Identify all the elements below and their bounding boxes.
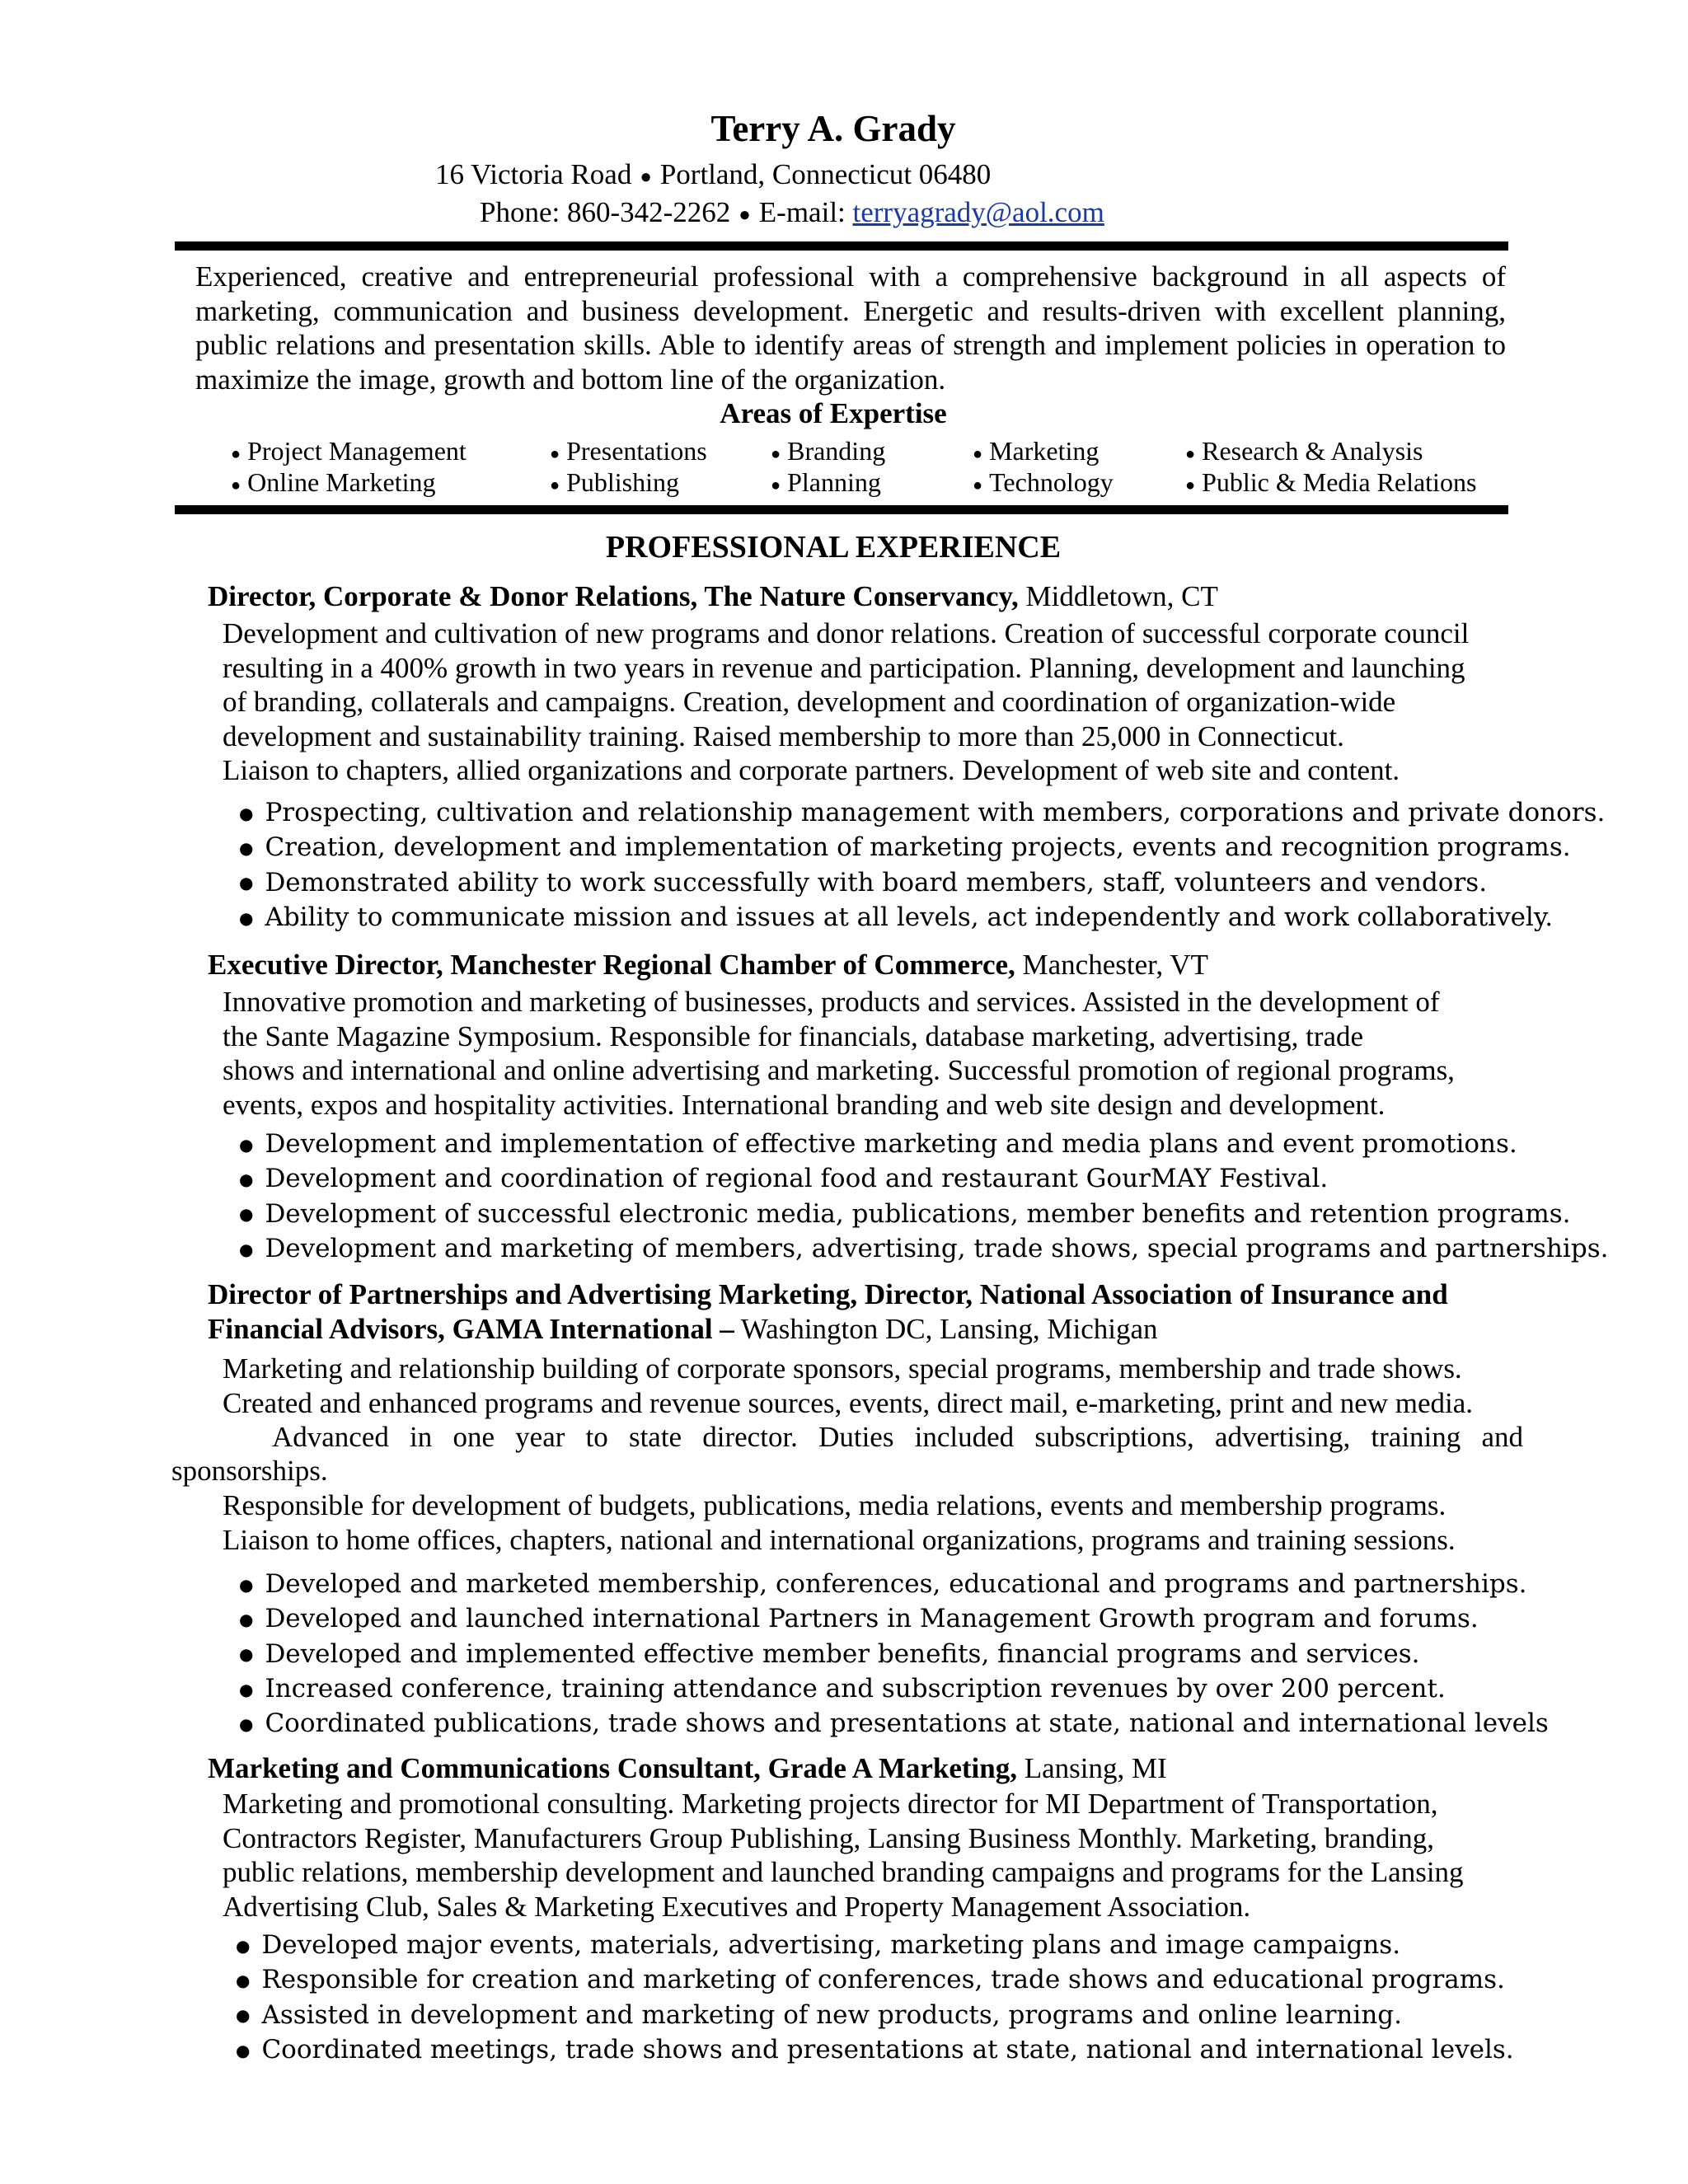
expertise-title: Areas of Expertise (720, 397, 947, 429)
bottom-divider (175, 505, 1508, 514)
bullet-dot-icon: ● (640, 166, 652, 188)
email-link[interactable]: terryagrady@aol.com (852, 196, 1104, 228)
list-item: ● Demonstrated ability to work successfully with board members, staff, volunteers and vendors. (239, 867, 1488, 898)
phone: Phone: 860-342-2262 (480, 196, 731, 228)
list-item: ● Coordinated publications, trade shows and presentations at state, national and international levels (239, 1708, 1549, 1738)
bullet-dot-icon: ● (239, 873, 254, 893)
bullet-dot-icon: ● (239, 1679, 254, 1699)
bullet-dot-icon: ● (236, 1971, 251, 1990)
job-heading (208, 1312, 1158, 1347)
job-title: Executive Director, Manchester Regional Chamber of Commerce, (208, 949, 1015, 981)
bullet-dot-icon: ● (550, 476, 560, 494)
list-item: ● Developed and implemented effective member benefits, financial programs and services. (239, 1638, 1420, 1669)
job-heading (208, 948, 1208, 982)
bullet-dot-icon: ● (231, 444, 241, 463)
bullet-dot-icon: ● (239, 1239, 254, 1259)
list-item: ● Prospecting, cultivation and relationship management with members, corporations and private donors. (239, 798, 1606, 827)
bullet-dot-icon: ● (973, 444, 983, 463)
job-title: Director, Corporate & Donor Relations, The Nature Conservancy, (208, 580, 1019, 612)
job-title-line1: Director of Partnerships and Advertising Marketing, Director, National Association of Insurance and (208, 1278, 1448, 1310)
candidate-name: Terry A. Grady (710, 108, 956, 149)
list-item: ● Increased conference, training attendance and subscription revenues by over 200 percent. (239, 1673, 1446, 1704)
job-location: Washington DC, Lansing, Michigan (734, 1313, 1158, 1345)
bullet-dot-icon: ● (236, 2040, 251, 2060)
bullet-dot-icon: ● (239, 838, 254, 858)
contact-line (480, 194, 1104, 233)
bullet-dot-icon: ● (239, 1574, 254, 1595)
expertise-item: ● Public & Media Relations (1185, 467, 1477, 497)
job-heading (208, 1751, 1167, 1786)
expertise-item: ● Project Management (231, 436, 467, 466)
job-bullets (239, 1127, 1608, 1267)
expertise-item: ● Planning (771, 467, 881, 497)
job-description: Innovative promotion and marketing of businesses, products and services. Assisted in the development of the Sante Magazine Symposium. Responsible for financials, database marketing, advertising, trade shows and international and online advertising and marketing. Successful promotion of regional programs, events, expos and hospitality activities. International branding and web site design and development. (223, 986, 1455, 1121)
list-item: ● Coordinated meetings, trade shows and presentations at state, national and international levels. (236, 2034, 1514, 2064)
list-item: ● Development and implementation of effective marketing and media plans and event promotions. (239, 1129, 1517, 1159)
list-item: ● Development of successful electronic media, publications, member benefits and retention programs. (239, 1198, 1571, 1229)
street: 16 Victoria Road (435, 158, 632, 190)
job-title-line2: Financial Advisors, GAMA International – (208, 1313, 734, 1345)
bullet-dot-icon: ● (239, 1134, 254, 1155)
bullet-dot-icon: ● (771, 444, 781, 463)
job-location: Manchester, VT (1015, 949, 1208, 981)
job-description-line: sponsorships. (171, 1455, 328, 1487)
bullet-dot-icon: ● (239, 1204, 254, 1225)
list-item: ● Developed and launched international Partners in Management Growth program and forums. (239, 1604, 1479, 1634)
job-description: Marketing and promotional consulting. Marketing projects director for MI Department of Transportation, Contractors Register, Manufacturers Group Publishing, Lansing Business Monthly. Marketing, branding, public relations, membership development and launched branding campaigns and programs for the Lansing Advertising Club, Sales & Marketing Executives and Property Management Association. (223, 1788, 1464, 1923)
job-description-line: Advanced in one year to state director. Duties included subscriptions, advertising, training and (272, 1421, 1523, 1453)
expertise-item: ● Technology (973, 467, 1114, 497)
job-location: Lansing, MI (1017, 1752, 1167, 1784)
job-description: Marketing and relationship building of corporate sponsors, special programs, membership and trade shows. Created and enhanced programs and revenue sources, events, direct mail, e-marketing, print and new media. (223, 1352, 1474, 1419)
bullet-dot-icon: ● (239, 803, 254, 823)
bullet-dot-icon: ● (738, 204, 751, 226)
list-item: ● Developed major events, materials, advertising, marketing plans and image campaigns. (236, 1930, 1401, 1960)
bullet-dot-icon: ● (973, 476, 983, 494)
top-divider (175, 241, 1508, 251)
job-bullets (236, 1929, 1514, 2068)
bullet-dot-icon: ● (239, 1713, 254, 1734)
city: Portland, Connecticut 06480 (659, 158, 992, 190)
job-bullets (239, 796, 1605, 935)
bullet-dot-icon: ● (239, 1610, 254, 1629)
address-line (435, 157, 991, 195)
bullet-dot-icon: ● (1185, 444, 1196, 463)
bullet-dot-icon: ● (236, 1935, 251, 1956)
section-title: PROFESSIONAL EXPERIENCE (605, 530, 1062, 565)
bullet-dot-icon: ● (550, 444, 560, 463)
bullet-dot-icon: ● (236, 2005, 251, 2026)
expertise-item: ● Branding (771, 436, 886, 466)
job-heading (208, 579, 1218, 614)
list-item: ● Development and marketing of members, advertising, trade shows, special programs and partnerships. (239, 1233, 1609, 1263)
bullet-dot-icon: ● (239, 1644, 254, 1665)
job-location: Middletown, CT (1018, 580, 1218, 612)
bullet-dot-icon: ● (1185, 476, 1196, 494)
job-heading (208, 1277, 1448, 1312)
list-item: ● Creation, development and implementation of marketing projects, events and recognition programs. (239, 832, 1571, 863)
list-item: ● Responsible for creation and marketing of conferences, trade shows and educational programs. (236, 1965, 1505, 1995)
summary-paragraph: Experienced, creative and entrepreneurial professional with a comprehensive background in all aspects of marketing, communication and business development. Energetic and results-driven with excellent planning, public relations and presentation skills. Able to identify areas of strength and implement policies in operation to maximize the image, growth and bottom line of the organization. (195, 260, 1506, 396)
expertise-item: ● Marketing (973, 436, 1100, 466)
list-item: ● Assisted in development and marketing of new products, programs and online learning. (236, 1999, 1402, 2030)
list-item: ● Ability to communicate mission and issues at all levels, act independently and work collaboratively. (239, 902, 1554, 932)
job-bullets (239, 1568, 1549, 1741)
bullet-dot-icon: ● (239, 907, 254, 928)
list-item: ● Developed and marketed membership, conferences, educational and programs and partnerships. (239, 1569, 1527, 1599)
bullet-dot-icon: ● (231, 476, 241, 494)
job-title: Marketing and Communications Consultant, Grade A Marketing, (208, 1752, 1017, 1784)
list-item: ● Development and coordination of regional food and restaurant GourMAY Festival. (239, 1164, 1329, 1194)
expertise-item: ● Publishing (550, 467, 680, 497)
bullet-dot-icon: ● (239, 1169, 254, 1189)
expertise-item: ● Presentations (550, 436, 707, 466)
expertise-grid (231, 435, 1517, 501)
job-description: Development and cultivation of new programs and donor relations. Creation of successful corporate council resulting in a 400% growth in two years in revenue and participation. Planning, development and launching of branding, collaterals and campaigns. Creation, development and coordination of organization-wide development and sustainability training. Raised membership to more than 25,000 in Connecticut. Liaison to chapters, allied organizations and corporate partners. Development of web site and content. (223, 617, 1470, 786)
email-label: E-mail: (758, 196, 846, 228)
job-description: Responsible for development of budgets, publications, media relations, events and membership programs. Liaison to home offices, chapters, national and international organizations, programs and training sessions. (223, 1489, 1456, 1556)
expertise-item: ● Online Marketing (231, 467, 436, 497)
expertise-item: ● Research & Analysis (1185, 436, 1423, 466)
bullet-dot-icon: ● (771, 476, 781, 494)
